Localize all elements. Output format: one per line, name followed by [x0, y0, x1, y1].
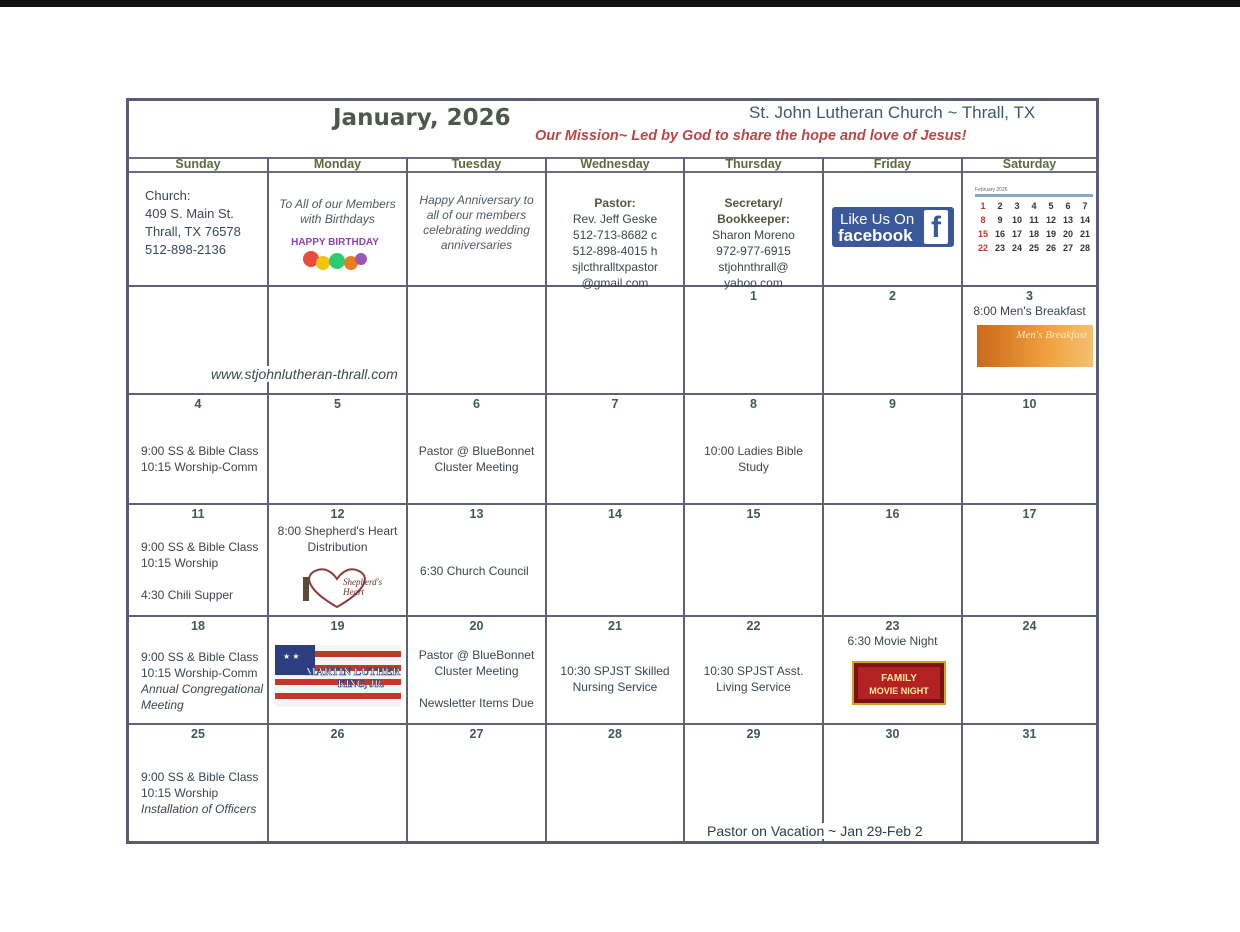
mlk-text-1: MARTIN LUTHER — [305, 666, 401, 678]
mini-calendar-day: 19 — [1045, 229, 1056, 239]
event-line: 10:00 Ladies Bible — [704, 444, 803, 458]
mini-calendar-day: 5 — [1048, 201, 1054, 211]
shepherds-heart-text-1: Shepherd's — [343, 577, 383, 587]
day-cell-jan-26 — [269, 725, 406, 841]
mens-breakfast-graphic-text: Men's Breakfast — [1016, 329, 1087, 341]
mini-calendar-day: 13 — [1062, 215, 1073, 225]
day-number: 22 — [746, 619, 761, 633]
day-number: 6 — [473, 397, 480, 411]
day-number: 17 — [1022, 507, 1037, 521]
day-number: 1 — [750, 289, 757, 303]
dayhead-tuesday: Tuesday — [408, 157, 545, 173]
mini-calendar-day: 18 — [1028, 229, 1039, 239]
mini-calendar-day: 17 — [1011, 229, 1022, 239]
sunday-events — [141, 539, 265, 571]
pastor-name: Rev. Jeff Geske — [572, 212, 658, 226]
dayhead-monday: Monday — [269, 157, 406, 173]
day-cell-jan-11 — [129, 505, 267, 615]
event-line: Pastor @ BlueBonnet — [418, 444, 535, 458]
day-number: 28 — [608, 727, 622, 741]
day-cell-jan-15 — [685, 505, 822, 615]
mini-calendar-day: 16 — [994, 229, 1005, 239]
day-cell-jan-6 — [408, 395, 545, 503]
pastor-email-domain: @gmail.com — [581, 276, 649, 290]
mini-calendar-february — [975, 187, 1093, 255]
day-number: 8 — [750, 397, 757, 411]
secretary-phone: 972-977-6915 — [716, 244, 791, 258]
event-annual-meeting: Meeting — [141, 698, 184, 712]
pastor-home-phone: 512-898-4015 h — [572, 244, 658, 258]
mini-calendar-day: 24 — [1011, 243, 1022, 253]
day-number: 30 — [885, 727, 900, 741]
event-line: 9:00 SS & Bible Class — [141, 650, 259, 664]
day-number: 15 — [746, 507, 761, 521]
day-cell-jan-27 — [408, 725, 545, 841]
day-cell-jan-19 — [269, 617, 406, 723]
day-number: 14 — [608, 507, 622, 521]
day-cell-jan-13 — [408, 505, 545, 615]
mini-calendar-day: 6 — [1065, 201, 1071, 211]
shepherds-heart-logo-icon — [299, 563, 383, 611]
day-cell-jan-25 — [129, 725, 267, 841]
day-cell-jan-31 — [963, 725, 1096, 841]
day-cell-jan-1 — [685, 287, 822, 393]
mini-calendar-day: 23 — [994, 243, 1005, 253]
mini-calendar-day: 3 — [1014, 201, 1020, 211]
day-number: 21 — [608, 619, 622, 633]
day-cell-jan-18 — [129, 617, 267, 723]
thursday-events — [687, 443, 820, 475]
anniversary-message — [412, 193, 541, 253]
day-number: 24 — [1022, 619, 1037, 633]
secretary-email-domain: yahoo.com — [724, 276, 783, 290]
mini-calendar-day: 12 — [1045, 215, 1056, 225]
day-number: 31 — [1022, 727, 1037, 741]
secretary-email: stjohnthrall@ — [718, 260, 789, 274]
calendar-header — [129, 101, 1096, 159]
mini-calendar-day: 11 — [1029, 215, 1039, 225]
event-line: 10:15 Worship — [141, 556, 219, 570]
day-cell-jan-20 — [408, 617, 545, 723]
event-church-council: 6:30 Church Council — [420, 564, 529, 578]
anniversary-line: celebrating wedding — [423, 223, 530, 237]
dayhead-thursday: Thursday — [685, 157, 822, 173]
dayhead-sunday: Sunday — [129, 157, 267, 173]
event-line: Distribution — [307, 540, 368, 554]
pastor-contact — [549, 195, 681, 291]
facebook-line1: Like Us On — [840, 211, 915, 228]
thursday-events — [687, 663, 820, 695]
church-name: St. John Lutheran Church ~ Thrall, TX — [749, 103, 1036, 122]
mini-calendar-row — [975, 227, 1093, 241]
pastor-email: sjlcthralltxpastor — [571, 260, 659, 274]
day-cell-jan-22 — [685, 617, 822, 723]
day-number: 20 — [469, 619, 484, 633]
day-cell-jan-7 — [547, 395, 683, 503]
day-number: 25 — [191, 727, 205, 741]
event-line: 10:30 SPJST Asst. — [703, 664, 804, 678]
mini-calendar-day: 14 — [1079, 215, 1090, 225]
birthday-line: with Birthdays — [300, 212, 375, 226]
sunday-events — [141, 443, 265, 475]
facebook-badge — [832, 207, 954, 247]
day-cell-jan-14 — [547, 505, 683, 615]
dayhead-saturday: Saturday — [963, 157, 1096, 173]
day-cell-jan-10 — [963, 395, 1096, 503]
mini-calendar-day: 2 — [997, 201, 1003, 211]
mini-calendar-day: 9 — [997, 215, 1003, 225]
event-line: 8:00 Shepherd's Heart — [277, 524, 398, 538]
sunday-events — [141, 649, 265, 713]
sunday-events — [141, 769, 265, 817]
secretary-role: Secretary/ — [724, 196, 783, 210]
mini-calendar-day: 21 — [1079, 229, 1090, 239]
secretary-role: Bookkeeper: — [717, 212, 790, 226]
event-line: Pastor @ BlueBonnet — [418, 648, 535, 662]
info-church-cell — [129, 173, 267, 285]
church-label: Church: — [145, 188, 191, 203]
day-number: 27 — [469, 727, 484, 741]
mlk-text-2: KING, JR. — [337, 679, 385, 690]
day-number: 29 — [746, 727, 761, 741]
event-mens-breakfast: 8:00 Men's Breakfast — [973, 304, 1086, 318]
mini-calendar-day: 22 — [977, 243, 988, 253]
event-line: 9:00 SS & Bible Class — [141, 540, 259, 554]
mini-calendar-day: 8 — [980, 215, 986, 225]
secretary-name: Sharon Moreno — [712, 228, 795, 242]
day-cell-jan-4 — [129, 395, 267, 503]
church-address — [145, 187, 241, 259]
info-birthday-cell — [269, 173, 406, 285]
day-cell-jan-9 — [824, 395, 961, 503]
event-line: 9:00 SS & Bible Class — [141, 770, 259, 784]
church-phone: 512-898-2136 — [145, 242, 226, 257]
movie-night-text-2: MOVIE NIGHT — [869, 686, 929, 696]
calendar-frame — [126, 98, 1099, 844]
pastor-vacation-note: Pastor on Vacation ~ Jan 29-Feb 2 — [703, 823, 927, 839]
anniversary-line: all of our members — [426, 208, 527, 222]
calendar-grid — [129, 157, 1096, 841]
day-number: 10 — [1022, 397, 1037, 411]
mini-calendar-day: 20 — [1062, 229, 1073, 239]
event-line: Study — [738, 460, 769, 474]
info-pastor-cell — [547, 173, 683, 290]
event-line: 10:15 Worship-Comm — [141, 666, 258, 680]
mini-calendar-day: 10 — [1011, 215, 1022, 225]
mini-calendar-title: February 2026 — [975, 187, 1008, 193]
day-number: 19 — [330, 619, 345, 633]
birthday-balloons-icon — [291, 231, 379, 271]
day-number: 9 — [889, 397, 896, 411]
day-cell-jan-8 — [685, 395, 822, 503]
secretary-contact — [687, 195, 820, 291]
event-line: Living Service — [716, 680, 791, 694]
event-line: 10:15 Worship — [141, 786, 219, 800]
day-number: 18 — [191, 619, 205, 633]
monday-events — [271, 523, 404, 555]
shepherds-heart-text-2: Heart — [343, 587, 364, 597]
dayhead-wednesday: Wednesday — [547, 157, 683, 173]
pastor-role: Pastor: — [594, 196, 636, 210]
info-minical-cell — [963, 173, 1096, 285]
mens-breakfast-image — [977, 325, 1093, 367]
anniversary-line: Happy Anniversary to — [419, 193, 534, 207]
family-movie-night-icon — [852, 661, 946, 705]
mini-calendar-row — [975, 199, 1093, 213]
day-number: 26 — [330, 727, 345, 741]
wednesday-events — [549, 663, 681, 695]
day-cell-jan-17 — [963, 505, 1096, 615]
event-line: Cluster Meeting — [434, 460, 519, 474]
day-cell-jan-21 — [547, 617, 683, 723]
day-number: 5 — [334, 397, 341, 411]
month-title: January, 2026 — [333, 105, 511, 131]
event-installation-officers: Installation of Officers — [141, 802, 257, 816]
mini-calendar-header-bar — [975, 194, 1093, 197]
mini-calendar-day: 28 — [1079, 243, 1090, 253]
church-city: Thrall, TX 76578 — [145, 224, 241, 239]
birthday-graphic-text: HAPPY BIRTHDAY — [291, 237, 379, 248]
event-line: Nursing Service — [572, 680, 658, 694]
mini-calendar-day: 7 — [1082, 201, 1088, 211]
mini-calendar-day: 4 — [1031, 201, 1037, 211]
event-line: 10:15 Worship-Comm — [141, 460, 258, 474]
day-cell-jan-28 — [547, 725, 683, 841]
day-cell-jan-24 — [963, 617, 1096, 723]
day-cell-jan-16 — [824, 505, 961, 615]
tuesday-events — [410, 647, 543, 679]
mini-calendar-day: 27 — [1062, 243, 1073, 253]
mini-calendar-row — [975, 241, 1093, 255]
event-line: 9:00 SS & Bible Class — [141, 444, 259, 458]
day-number: 4 — [194, 397, 202, 411]
mission-statement: Our Mission~ Led by God to share the hope and love of Jesus! — [535, 128, 967, 144]
mini-calendar-row — [975, 213, 1093, 227]
movie-night-text-1: FAMILY — [881, 673, 917, 684]
mini-calendar-day: 15 — [977, 229, 988, 239]
dayhead-friday: Friday — [824, 157, 961, 173]
day-number: 12 — [330, 507, 345, 521]
event-annual-meeting: Annual Congregational — [141, 682, 264, 696]
day-number: 2 — [889, 289, 896, 303]
anniversary-line: anniversaries — [440, 238, 513, 252]
day-cell-jan-23 — [824, 617, 961, 723]
day-number: 7 — [611, 397, 619, 411]
day-number: 11 — [191, 507, 205, 521]
mini-calendar-day: 25 — [1028, 243, 1039, 253]
info-anniversary-cell — [408, 173, 545, 285]
event-line: Cluster Meeting — [434, 664, 519, 678]
mini-calendar-day: 1 — [980, 201, 986, 211]
info-facebook-cell — [824, 173, 961, 285]
event-newsletter-due: Newsletter Items Due — [419, 696, 534, 710]
church-website: www.stjohnlutheran-thrall.com — [211, 366, 398, 382]
mini-calendar-day: 26 — [1045, 243, 1056, 253]
church-street: 409 S. Main St. — [145, 206, 234, 221]
scan-top-border — [0, 0, 1240, 7]
facebook-icon: f — [924, 210, 948, 244]
event-line: 10:30 SPJST Skilled — [560, 664, 670, 678]
pastor-cell-phone: 512-713-8682 c — [572, 228, 658, 242]
day-number: 3 — [1026, 289, 1033, 303]
day-cell-jan-2 — [824, 287, 961, 393]
birthday-line: To All of our Members — [279, 197, 396, 211]
svg-text:★ ★: ★ ★ — [283, 652, 300, 661]
tuesday-events — [410, 443, 543, 475]
mlk-day-flag-icon — [275, 645, 401, 707]
info-secretary-cell — [685, 173, 822, 290]
day-cell-jan-12 — [269, 505, 406, 615]
birthday-message — [273, 197, 402, 227]
day-number: 23 — [885, 619, 900, 633]
event-chili-supper: 4:30 Chili Supper — [141, 588, 234, 602]
event-movie-night: 6:30 Movie Night — [847, 634, 938, 648]
day-cell-jan-5 — [269, 395, 406, 503]
day-cell-jan-3 — [963, 287, 1096, 393]
facebook-line2: facebook — [838, 226, 913, 245]
day-number: 13 — [469, 507, 484, 521]
day-number: 16 — [885, 507, 900, 521]
